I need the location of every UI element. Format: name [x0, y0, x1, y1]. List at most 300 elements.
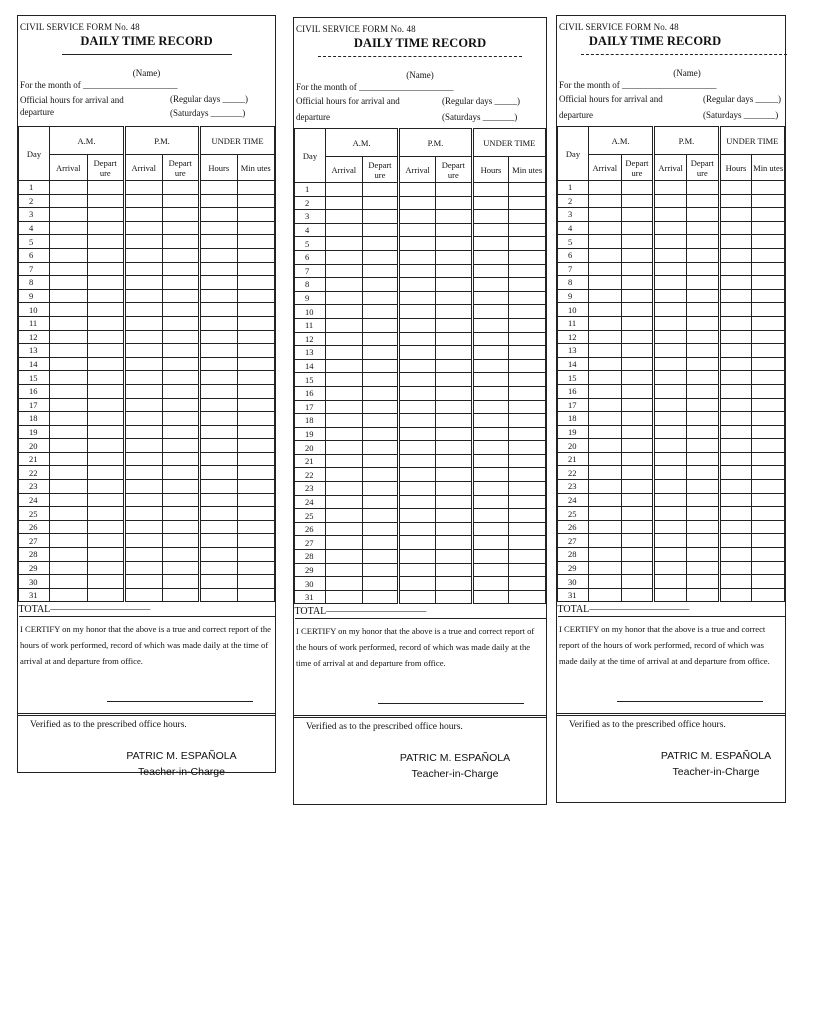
day-number: 28 — [19, 548, 50, 562]
time-cell — [399, 550, 436, 564]
time-cell — [752, 330, 785, 344]
time-cell — [621, 194, 654, 208]
time-cell — [399, 373, 436, 387]
time-cell — [200, 194, 238, 208]
time-cell — [399, 264, 436, 278]
time-cell — [654, 398, 687, 412]
dtr-form-3 — [556, 15, 786, 803]
time-cell — [362, 441, 399, 455]
time-cell — [686, 235, 719, 249]
dtr-form-1 — [17, 15, 276, 779]
time-cell — [719, 289, 752, 303]
day-row — [295, 536, 546, 550]
time-cell — [200, 575, 238, 589]
time-cell — [362, 332, 399, 346]
time-cell — [125, 262, 163, 276]
time-cell — [200, 439, 238, 453]
time-cell — [362, 183, 399, 197]
day-row — [295, 468, 546, 482]
day-number: 10 — [558, 303, 589, 317]
day-number: 7 — [558, 262, 589, 276]
time-cell — [200, 588, 238, 602]
time-cell — [654, 575, 687, 589]
day-row — [295, 332, 546, 346]
time-cell — [472, 550, 509, 564]
time-cell — [719, 235, 752, 249]
time-cell — [125, 439, 163, 453]
day-number: 13 — [295, 346, 326, 360]
time-cell — [472, 210, 509, 224]
time-cell — [435, 183, 472, 197]
time-cell — [435, 346, 472, 360]
time-cell — [50, 303, 88, 317]
time-cell — [719, 466, 752, 480]
time-cell — [719, 575, 752, 589]
time-cell — [399, 359, 436, 373]
time-cell — [237, 575, 275, 589]
day-number: 6 — [19, 248, 50, 262]
col-day: Day — [558, 127, 589, 181]
time-cell — [686, 561, 719, 575]
time-cell — [719, 520, 752, 534]
time-cell — [752, 248, 785, 262]
time-cell — [399, 441, 436, 455]
time-cell — [87, 439, 125, 453]
day-row — [19, 480, 275, 494]
time-cell — [472, 237, 509, 251]
time-cell — [50, 208, 88, 222]
time-cell — [162, 344, 200, 358]
day-row — [19, 221, 275, 235]
time-cell — [719, 248, 752, 262]
time-cell — [509, 427, 546, 441]
time-cell — [200, 303, 238, 317]
day-row — [558, 371, 785, 385]
time-cell — [125, 194, 163, 208]
time-cell — [200, 507, 238, 521]
total-label: TOTAL—————————— — [19, 602, 275, 617]
time-cell — [200, 480, 238, 494]
time-cell — [589, 235, 622, 249]
time-cell — [435, 210, 472, 224]
time-cell — [237, 452, 275, 466]
time-cell — [686, 344, 719, 358]
day-number: 16 — [295, 386, 326, 400]
time-cell — [686, 248, 719, 262]
time-cell — [125, 330, 163, 344]
time-cell — [435, 400, 472, 414]
day-row — [19, 357, 275, 371]
month-label: For the month of _____________________ — [559, 80, 717, 90]
day-number: 9 — [558, 289, 589, 303]
day-number: 6 — [558, 248, 589, 262]
time-cell — [399, 577, 436, 591]
time-cell — [752, 384, 785, 398]
time-cell — [472, 278, 509, 292]
day-row — [19, 548, 275, 562]
time-cell — [509, 278, 546, 292]
time-cell — [162, 534, 200, 548]
time-cell — [326, 278, 363, 292]
time-cell — [125, 276, 163, 290]
time-cell — [50, 248, 88, 262]
day-number: 5 — [295, 237, 326, 251]
time-cell — [237, 507, 275, 521]
day-row — [295, 359, 546, 373]
time-cell — [509, 250, 546, 264]
time-cell — [435, 373, 472, 387]
day-number: 16 — [558, 384, 589, 398]
time-cell — [200, 534, 238, 548]
time-cell — [589, 493, 622, 507]
time-cell — [162, 330, 200, 344]
day-row — [558, 262, 785, 276]
name-line — [62, 54, 232, 55]
time-cell — [589, 507, 622, 521]
time-cell — [87, 194, 125, 208]
time-cell — [125, 575, 163, 589]
col-day: Day — [19, 127, 50, 181]
form-number: CIVIL SERVICE FORM No. 48 — [20, 22, 140, 32]
time-cell — [719, 384, 752, 398]
time-cell — [50, 480, 88, 494]
time-cell — [50, 221, 88, 235]
time-cell — [654, 289, 687, 303]
time-cell — [686, 520, 719, 534]
time-cell — [686, 466, 719, 480]
time-cell — [509, 346, 546, 360]
day-number: 14 — [19, 357, 50, 371]
verified-text: Verified as to the prescribed office hours. — [306, 722, 463, 733]
time-cell — [621, 412, 654, 426]
time-cell — [125, 371, 163, 385]
time-cell — [719, 208, 752, 222]
time-cell — [686, 276, 719, 290]
time-cell — [237, 194, 275, 208]
time-cell — [686, 588, 719, 602]
day-row — [19, 371, 275, 385]
time-cell — [237, 208, 275, 222]
time-cell — [621, 561, 654, 575]
time-cell — [752, 235, 785, 249]
time-cell — [362, 414, 399, 428]
col-pm-departure: Depart ure — [162, 155, 200, 181]
time-cell — [435, 318, 472, 332]
day-number: 14 — [295, 359, 326, 373]
time-cell — [719, 303, 752, 317]
day-row — [295, 318, 546, 332]
time-cell — [621, 181, 654, 195]
day-row — [558, 439, 785, 453]
day-number: 22 — [295, 468, 326, 482]
time-cell — [654, 194, 687, 208]
time-cell — [399, 427, 436, 441]
time-cell — [125, 548, 163, 562]
time-cell — [362, 305, 399, 319]
day-number: 29 — [295, 563, 326, 577]
time-cell — [326, 454, 363, 468]
time-cell — [326, 386, 363, 400]
day-row — [19, 248, 275, 262]
day-row — [558, 398, 785, 412]
day-row — [558, 248, 785, 262]
form-header — [294, 18, 546, 128]
day-number: 24 — [558, 493, 589, 507]
time-cell — [399, 414, 436, 428]
certification-text: I CERTIFY on my honor that the above is a true and correct report of the hours of work performed, record of which was made daily at the time of arrival at and departure from office. — [559, 624, 770, 667]
day-number: 19 — [19, 425, 50, 439]
time-cell — [162, 425, 200, 439]
day-row — [558, 344, 785, 358]
time-cell — [399, 278, 436, 292]
time-cell — [719, 493, 752, 507]
time-cell — [237, 289, 275, 303]
time-cell — [362, 373, 399, 387]
officer-title: Teacher-in-Charge — [138, 766, 225, 779]
signature-line — [107, 701, 253, 702]
time-cell — [472, 196, 509, 210]
time-cell — [87, 588, 125, 602]
time-cell — [509, 509, 546, 523]
time-cell — [125, 235, 163, 249]
time-cell — [472, 318, 509, 332]
time-cell — [162, 507, 200, 521]
time-cell — [200, 262, 238, 276]
time-cell — [509, 359, 546, 373]
time-cell — [509, 414, 546, 428]
time-cell — [509, 441, 546, 455]
time-cell — [362, 536, 399, 550]
day-number: 29 — [558, 561, 589, 575]
day-row — [295, 373, 546, 387]
time-cell — [589, 289, 622, 303]
time-cell — [686, 384, 719, 398]
col-minutes: Min utes — [237, 155, 275, 181]
time-cell — [719, 330, 752, 344]
day-row — [558, 289, 785, 303]
time-cell — [472, 291, 509, 305]
time-cell — [162, 412, 200, 426]
time-cell — [125, 520, 163, 534]
time-cell — [399, 291, 436, 305]
day-number: 20 — [19, 439, 50, 453]
day-row — [19, 439, 275, 453]
month-label: For the month of _____________________ — [296, 82, 454, 92]
day-number: 24 — [19, 493, 50, 507]
time-cell — [362, 482, 399, 496]
time-record-table — [294, 128, 546, 619]
time-cell — [654, 357, 687, 371]
time-cell — [472, 400, 509, 414]
time-cell — [752, 507, 785, 521]
day-number: 17 — [558, 398, 589, 412]
time-cell — [435, 509, 472, 523]
time-cell — [362, 427, 399, 441]
col-pm-arrival: Arrival — [654, 155, 687, 181]
day-row — [295, 550, 546, 564]
time-cell — [50, 412, 88, 426]
time-cell — [509, 237, 546, 251]
time-cell — [589, 194, 622, 208]
day-row — [558, 330, 785, 344]
time-cell — [752, 221, 785, 235]
time-cell — [237, 384, 275, 398]
time-cell — [87, 357, 125, 371]
time-cell — [125, 357, 163, 371]
verified-text: Verified as to the prescribed office hours. — [30, 720, 187, 731]
day-number: 2 — [558, 194, 589, 208]
time-cell — [752, 425, 785, 439]
time-cell — [621, 221, 654, 235]
time-cell — [654, 534, 687, 548]
time-cell — [686, 425, 719, 439]
time-cell — [621, 520, 654, 534]
col-hours: Hours — [719, 155, 752, 181]
time-cell — [654, 588, 687, 602]
name-label: (Name) — [673, 68, 701, 78]
time-cell — [200, 221, 238, 235]
time-cell — [509, 400, 546, 414]
day-number: 10 — [295, 305, 326, 319]
time-cell — [472, 223, 509, 237]
day-number: 11 — [19, 316, 50, 330]
day-number: 12 — [295, 332, 326, 346]
time-cell — [435, 291, 472, 305]
day-row — [19, 208, 275, 222]
time-cell — [200, 412, 238, 426]
time-cell — [686, 398, 719, 412]
time-cell — [125, 344, 163, 358]
time-cell — [752, 493, 785, 507]
day-number: 27 — [295, 536, 326, 550]
dtr-form-2 — [293, 17, 547, 805]
time-cell — [399, 386, 436, 400]
day-number: 9 — [295, 291, 326, 305]
time-cell — [50, 181, 88, 195]
time-cell — [237, 330, 275, 344]
signature-line — [378, 703, 524, 704]
time-cell — [399, 223, 436, 237]
time-cell — [50, 330, 88, 344]
time-cell — [654, 507, 687, 521]
time-cell — [125, 316, 163, 330]
day-row — [558, 520, 785, 534]
certification-text: I CERTIFY on my honor that the above is a true and correct report of the hours of work performed, record of which was made daily at the time of arrival at and departure from office. — [296, 626, 535, 669]
time-cell — [752, 398, 785, 412]
time-cell — [686, 452, 719, 466]
day-number: 13 — [19, 344, 50, 358]
col-pm: P.M. — [399, 129, 472, 157]
time-cell — [326, 346, 363, 360]
time-cell — [621, 357, 654, 371]
time-cell — [621, 344, 654, 358]
time-cell — [719, 357, 752, 371]
time-cell — [589, 221, 622, 235]
time-cell — [326, 441, 363, 455]
time-cell — [87, 384, 125, 398]
day-number: 25 — [558, 507, 589, 521]
time-cell — [162, 276, 200, 290]
time-cell — [362, 346, 399, 360]
time-cell — [362, 495, 399, 509]
time-cell — [162, 480, 200, 494]
time-cell — [399, 563, 436, 577]
time-cell — [589, 330, 622, 344]
time-cell — [509, 522, 546, 536]
time-cell — [326, 495, 363, 509]
time-cell — [435, 278, 472, 292]
time-cell — [399, 509, 436, 523]
day-number: 29 — [19, 561, 50, 575]
time-cell — [621, 303, 654, 317]
time-cell — [162, 398, 200, 412]
time-cell — [472, 250, 509, 264]
time-cell — [162, 221, 200, 235]
time-cell — [719, 425, 752, 439]
time-cell — [87, 248, 125, 262]
time-cell — [326, 359, 363, 373]
time-cell — [50, 588, 88, 602]
day-row — [19, 194, 275, 208]
time-cell — [362, 386, 399, 400]
time-cell — [752, 439, 785, 453]
time-cell — [50, 439, 88, 453]
time-cell — [472, 509, 509, 523]
day-row — [19, 181, 275, 195]
time-cell — [50, 575, 88, 589]
time-cell — [399, 196, 436, 210]
time-cell — [326, 332, 363, 346]
day-number: 11 — [558, 316, 589, 330]
time-cell — [125, 466, 163, 480]
time-cell — [200, 330, 238, 344]
time-cell — [399, 250, 436, 264]
time-cell — [509, 291, 546, 305]
time-cell — [200, 289, 238, 303]
col-am-arrival: Arrival — [50, 155, 88, 181]
time-cell — [752, 371, 785, 385]
day-number: 15 — [558, 371, 589, 385]
time-cell — [237, 248, 275, 262]
day-number: 12 — [558, 330, 589, 344]
day-number: 19 — [295, 427, 326, 441]
day-number: 4 — [295, 223, 326, 237]
time-cell — [237, 493, 275, 507]
day-number: 1 — [558, 181, 589, 195]
time-cell — [719, 534, 752, 548]
time-cell — [589, 371, 622, 385]
time-cell — [50, 466, 88, 480]
day-row — [295, 482, 546, 496]
day-row — [295, 183, 546, 197]
day-row — [295, 414, 546, 428]
day-number: 17 — [19, 398, 50, 412]
time-cell — [162, 194, 200, 208]
time-cell — [237, 588, 275, 602]
time-cell — [509, 577, 546, 591]
time-cell — [589, 248, 622, 262]
time-cell — [621, 316, 654, 330]
time-cell — [621, 398, 654, 412]
day-number: 6 — [295, 250, 326, 264]
day-number: 25 — [19, 507, 50, 521]
time-cell — [326, 482, 363, 496]
day-row — [19, 561, 275, 575]
time-cell — [87, 303, 125, 317]
day-number: 26 — [558, 520, 589, 534]
time-cell — [752, 575, 785, 589]
time-cell — [87, 480, 125, 494]
